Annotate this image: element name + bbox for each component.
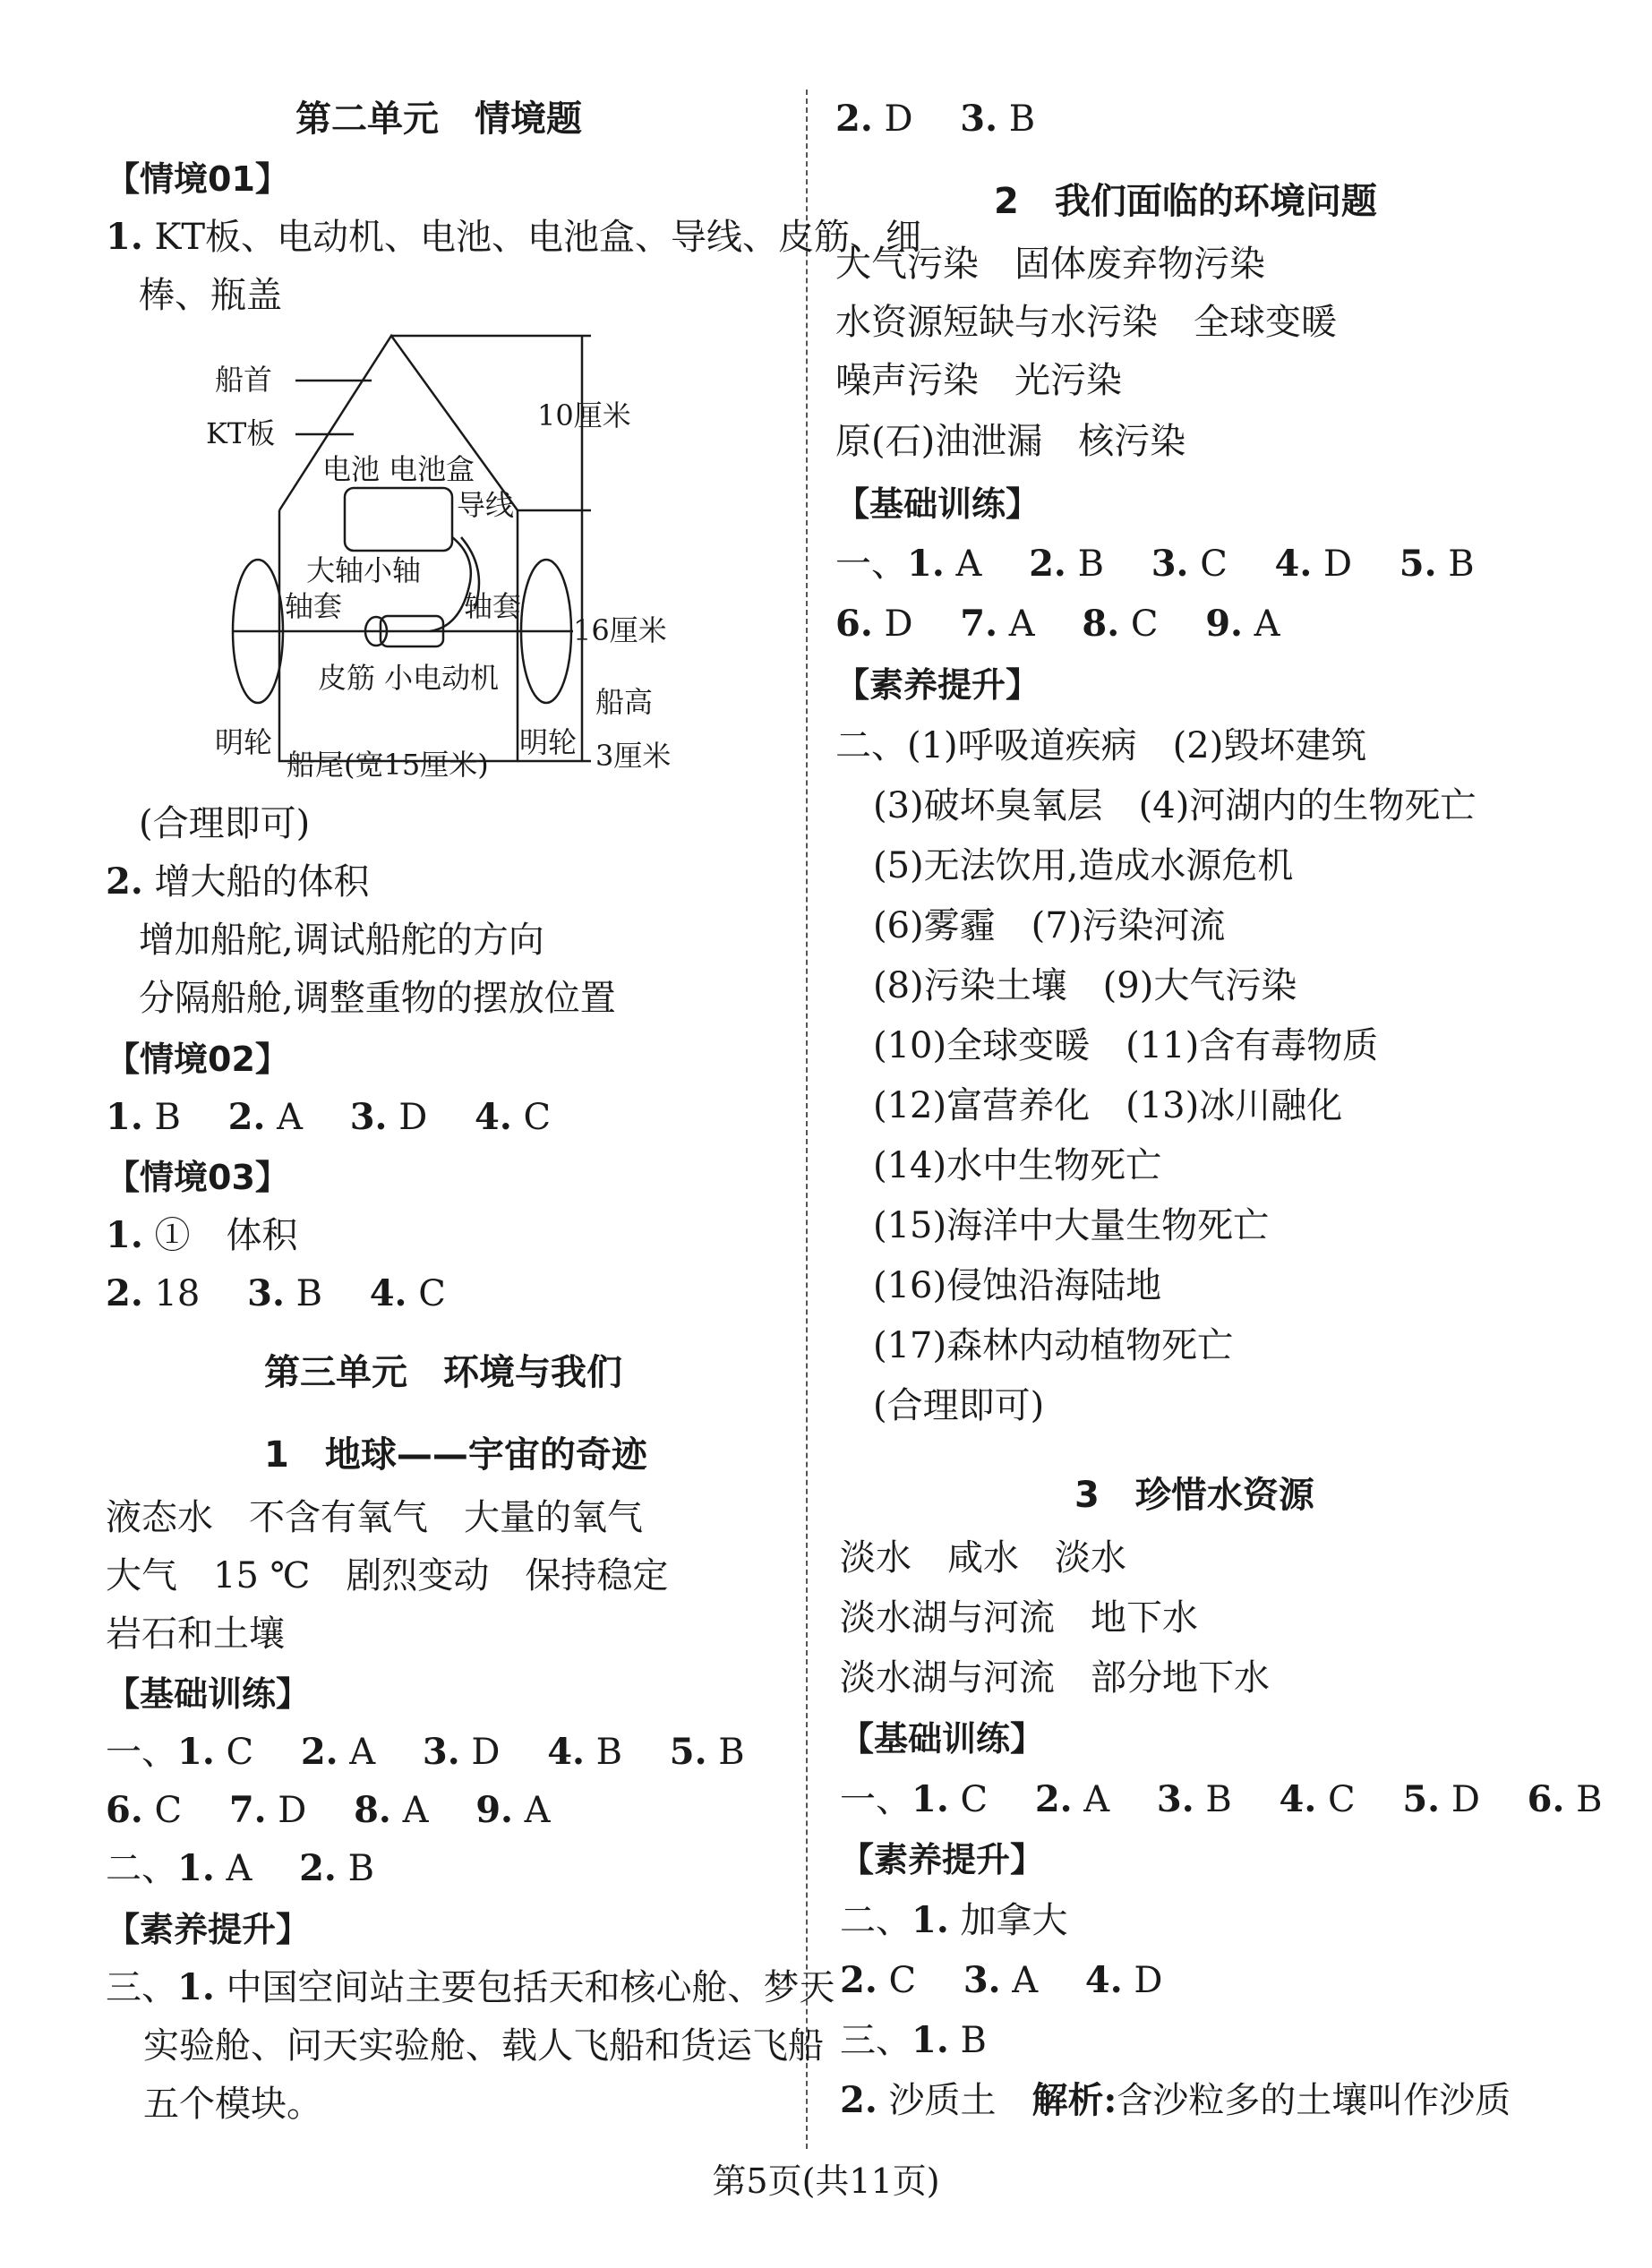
r-three-q1: 三、1. B (840, 2019, 987, 2061)
unit2-title: 第二单元 情境题 (295, 98, 582, 140)
r-improve-line-9: (15)海洋中大量生物死亡 (873, 1205, 1270, 1246)
r-improve-line-11: (17)森林内动植物死亡 (873, 1325, 1234, 1366)
r-improve-line-3: (5)无法饮用,造成水源危机 (873, 845, 1294, 886)
label-dim-16: 16厘米 (573, 613, 667, 647)
s03-q1: 1. ① 体积 (106, 1214, 298, 1256)
lesson3-line1: 淡水 咸水 淡水 (840, 1537, 1126, 1579)
basic-training-label: 【基础训练】 (106, 1674, 311, 1714)
lesson2-line2: 水资源短缺与水污染 全球变暖 (835, 302, 1337, 343)
r-improve-line-8: (14)水中生物死亡 (873, 1145, 1162, 1186)
label-stern: 船尾(宽15厘米) (287, 748, 489, 782)
situation03-label: 【情境03】 (106, 1158, 289, 1197)
lesson2-line1: 大气污染 固体废弃物污染 (835, 244, 1265, 285)
improve-line1: 三、1. 中国空间站主要包括天和核心舱、梦天 (106, 1966, 835, 2008)
r-basic3-label: 【基础训练】 (840, 1719, 1045, 1759)
boat-hull-outline (279, 510, 518, 761)
lesson3-line2: 淡水湖与河流 地下水 (840, 1597, 1198, 1639)
column-divider (806, 90, 808, 2149)
top-answers: 2. D 3. B (835, 98, 1036, 140)
r-improve-line-6: (10)全球变暖 (11)含有毒物质 (873, 1025, 1379, 1066)
label-kt: KT板 (206, 416, 276, 450)
lesson1-title: 1 地球——宇宙的奇迹 (264, 1434, 647, 1476)
lesson2-line4: 原(石)油泄漏 核污染 (835, 421, 1186, 462)
r-last-line: 2. 沙质土 解析:含沙粒多的土壤叫作沙质 (840, 2079, 1511, 2121)
label-wire: 导线 (457, 488, 515, 522)
r-basic-row2: 6. D 7. A 8. C 9. A (835, 603, 1280, 645)
lesson3-line3: 淡水湖与河流 部分地下水 (840, 1657, 1270, 1699)
r-basic-label: 【基础训练】 (835, 484, 1040, 524)
label-wheel-right: 明轮 (519, 725, 578, 759)
situation02-label: 【情境02】 (106, 1040, 289, 1079)
lesson3-title: 3 珍惜水资源 (1074, 1475, 1314, 1516)
s01-note: (合理即可) (139, 803, 311, 844)
label-height: 船高 (595, 685, 654, 719)
improve-line2: 实验舱、问天实验舱、载人飞船和货运飞船 (143, 2025, 824, 2067)
r-improve-line-4: (6)雾霾 (7)污染河流 (873, 905, 1226, 946)
page-footer: 第5页(共11页) (712, 2161, 940, 2201)
label-sleeve-right: 轴套 (464, 589, 522, 623)
r-improve3-row2: 2. C 3. A 4. D (840, 1959, 1163, 2001)
s01-q1-line2: 棒、瓶盖 (139, 275, 282, 316)
r-improve-line-5: (8)污染土壤 (9)大气污染 (873, 965, 1297, 1006)
label-wheel-left: 明轮 (215, 725, 273, 759)
basic-row2: 6. C 7. D 8. A 9. A (106, 1789, 551, 1831)
r-improve3-q1: 二、1. 加拿大 (840, 1899, 1068, 1941)
label-axles: 大轴小轴 (306, 553, 422, 587)
lesson1-line3: 岩石和土壤 (106, 1613, 285, 1655)
r-basic-row1: 一、1. A 2. B 3. C 4. D 5. B (835, 543, 1475, 585)
r-improve3-label: 【素养提升】 (840, 1840, 1045, 1879)
lesson1-line1: 液态水 不含有氧气 大量的氧气 (106, 1497, 643, 1538)
lesson1-line2: 大气 15 ℃ 剧烈变动 保持稳定 (106, 1555, 669, 1596)
situation01-label: 【情境01】 (106, 159, 289, 199)
s02-answers: 1. B 2. A 3. D 4. C (106, 1096, 552, 1138)
label-dim-10: 10厘米 (537, 398, 631, 432)
label-sleeve-left: 轴套 (285, 589, 343, 623)
r-improve-line-10: (16)侵蚀沿海陆地 (873, 1265, 1162, 1306)
improve-label: 【素养提升】 (106, 1910, 311, 1949)
r-improve-line-1: 二、(1)呼吸道疾病 (2)毁坏建筑 (835, 725, 1367, 766)
improve-line3: 五个模块。 (143, 2084, 322, 2125)
s01-q2-line1: 2. 增大船的体积 (106, 860, 370, 903)
lesson2-line3: 噪声污染 光污染 (835, 360, 1122, 401)
boat-diagram (179, 322, 716, 788)
r-basic3-row: 一、1. C 2. A 3. B 4. C 5. D 6. B (840, 1778, 1603, 1820)
basic-row1: 一、1. C 2. A 3. D 4. B 5. B (106, 1731, 745, 1773)
label-dim-3: 3厘米 (595, 739, 672, 773)
r-improve-label: 【素养提升】 (835, 665, 1040, 705)
r-improve-line-2: (3)破坏臭氧层 (4)河湖内的生物死亡 (873, 785, 1477, 826)
label-rubber-motor: 皮筋 小电动机 (318, 661, 500, 695)
battery-box (345, 488, 452, 551)
unit3-title: 第三单元 环境与我们 (264, 1352, 622, 1393)
s03-answers: 2. 18 3. B 4. C (106, 1272, 446, 1314)
r-improve-line-7: (12)富营养化 (13)冰川融化 (873, 1085, 1343, 1126)
label-battery-box: 电池 电池盒 (322, 452, 475, 486)
s01-q2-line2: 增加船舵,调试船舵的方向 (139, 920, 544, 961)
lesson2-title: 2 我们面临的环境问题 (994, 181, 1377, 222)
r-improve-line-12: (合理即可) (873, 1385, 1045, 1426)
basic-row3: 二、1. A 2. B (106, 1847, 374, 1889)
s01-q2-line3: 分隔船舱,调整重物的摆放位置 (139, 978, 616, 1019)
label-bow: 船首 (215, 363, 273, 397)
s01-q1-line1: 1. KT板、电动机、电池、电池盒、导线、皮筋、细 (106, 216, 922, 258)
